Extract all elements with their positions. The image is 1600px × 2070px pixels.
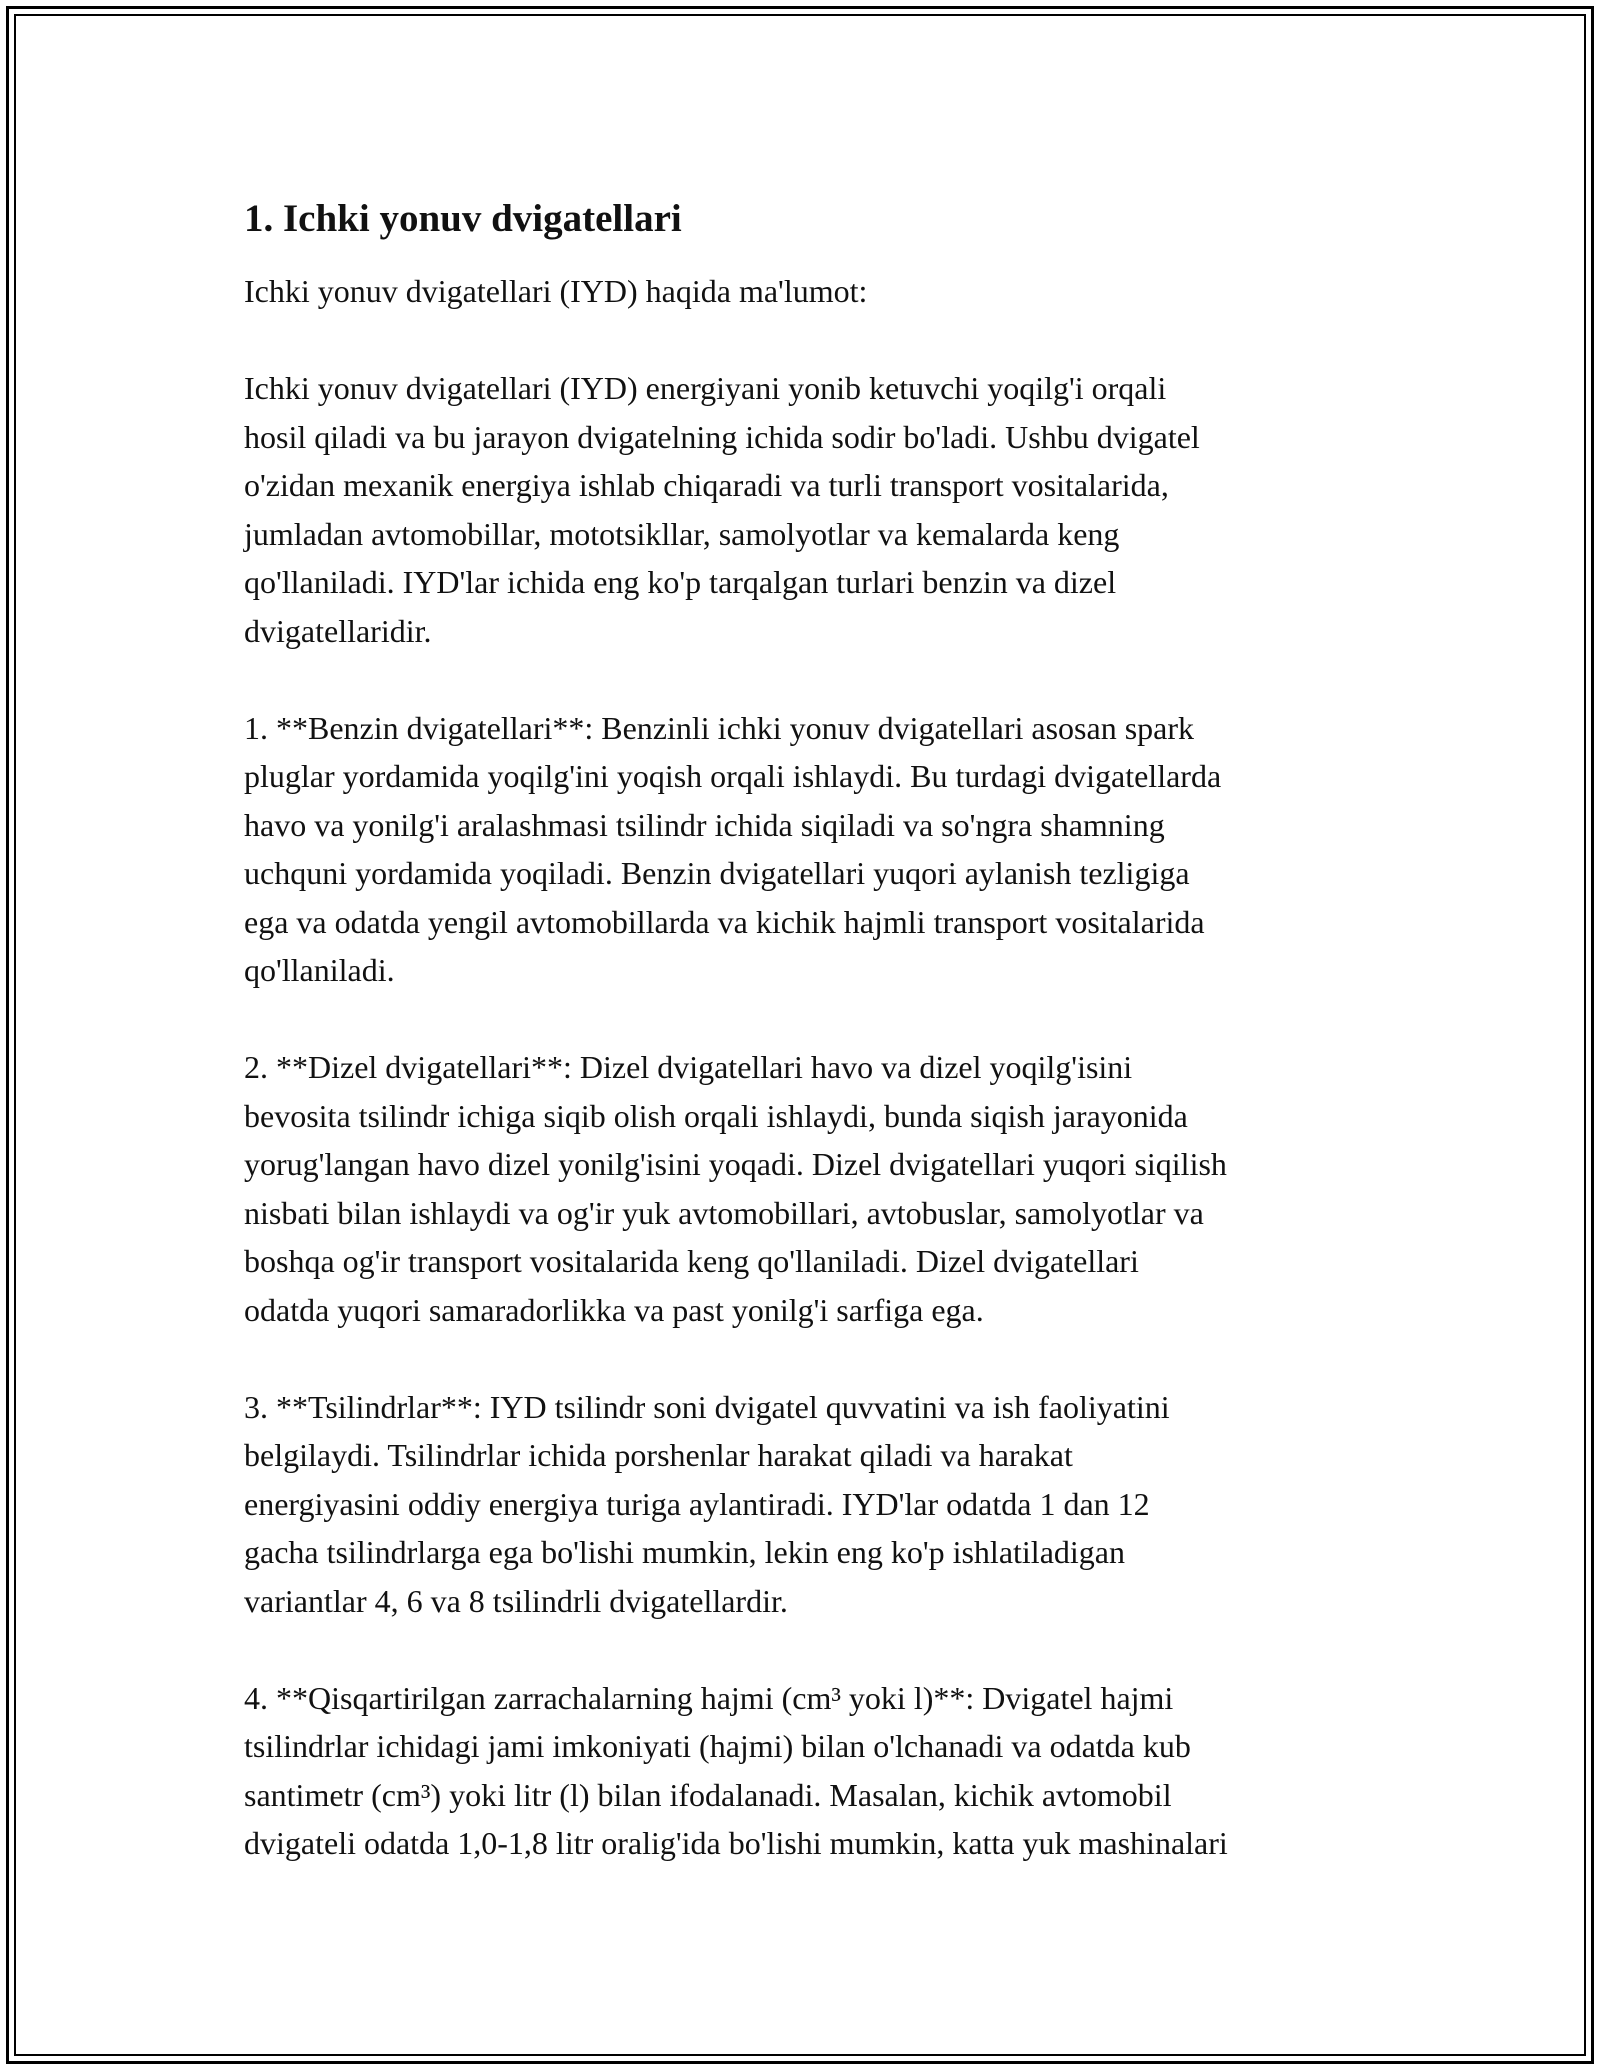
document-title: 1. Ichki yonuv dvigatellari: [244, 197, 682, 240]
document-body: [244, 195, 1394, 1916]
intro-line: Ichki yonuv dvigatellari (IYD) haqida ma'lumot:: [244, 273, 868, 309]
paragraph-tsilindrlar: 3. **Tsilindrlar**: IYD tsilindr soni dvigatel quvvatini va ish faoliyatini belgilaydi. Tsilindrlar ichida porshenlar harakat qiladi va harakat energiyasini oddiy energiya turiga aylantiradi. IYD'lar odatda 1 dan 12 gacha tsilindrlarga ega bo'lishi mumkin, lekin eng ko'p ishlatiladigan variantlar 4, 6 va 8 tsilindrli dvigatellardir.: [244, 1388, 1170, 1619]
paragraph-overview: Ichki yonuv dvigatellari (IYD) energiyani yonib ketuvchi yoqilg'i orqali hosil qiladi va bu jarayon dvigatelning ichida sodir bo'ladi. Ushbu dvigatel o'zidan mexanik energiya ishlab chiqaradi va turli transport vositalarida, jumladan avtomobillar, mototsikllar, samolyotlar va kemalarda keng qo'llaniladi. IYD'lar ichida eng ko'p tarqalgan turlari benzin va dizel dvigatellaridir.: [244, 370, 1200, 649]
page-frame: [6, 6, 1594, 2064]
paragraph-dizel: 2. **Dizel dvigatellari**: Dizel dvigatellari havo va dizel yoqilg'isini bevosita tsilindr ichiga siqib olish orqali ishlaydi, bunda siqish jarayonida yorug'langan havo dizel yonilg'isini yoqadi. Dizel dvigatellari yuqori siqilish nisbati bilan ishlaydi va og'ir yuk avtomobillari, avtobuslar, samolyotlar va boshqa og'ir transport vositalarida keng qo'llaniladi. Dizel dvigatellari odatda yuqori samaradorlikka va past yonilg'i sarfiga ega.: [244, 1049, 1227, 1328]
paragraph-hajm: 4. **Qisqartirilgan zarrachalarning hajmi (cm³ yoki l)**: Dvigatel hajmi tsilindrlar ichidagi jami imkoniyati (hajmi) bilan o'lchanadi va odatda kub santimetr (cm³) yoki litr (l) bilan ifodalanadi. Masalan, kichik avtomobil dvigateli odatda 1,0-1,8 litr oralig'ida bo'lishi mumkin, katta yuk mashinalari: [244, 1679, 1228, 1861]
paragraph-benzin: 1. **Benzin dvigatellari**: Benzinli ichki yonuv dvigatellari asosan spark pluglar yordamida yoqilg'ini yoqish orqali ishlaydi. Bu turdagi dvigatellarda havo va yonilg'i aralashmasi tsilindr ichida siqiladi va so'ngra shamning uchquni yordamida yoqiladi. Benzin dvigatellari yuqori aylanish tezligiga ega va odatda yengil avtomobillarda va kichik hajmli transport vositalarida qo'llaniladi.: [244, 709, 1222, 988]
